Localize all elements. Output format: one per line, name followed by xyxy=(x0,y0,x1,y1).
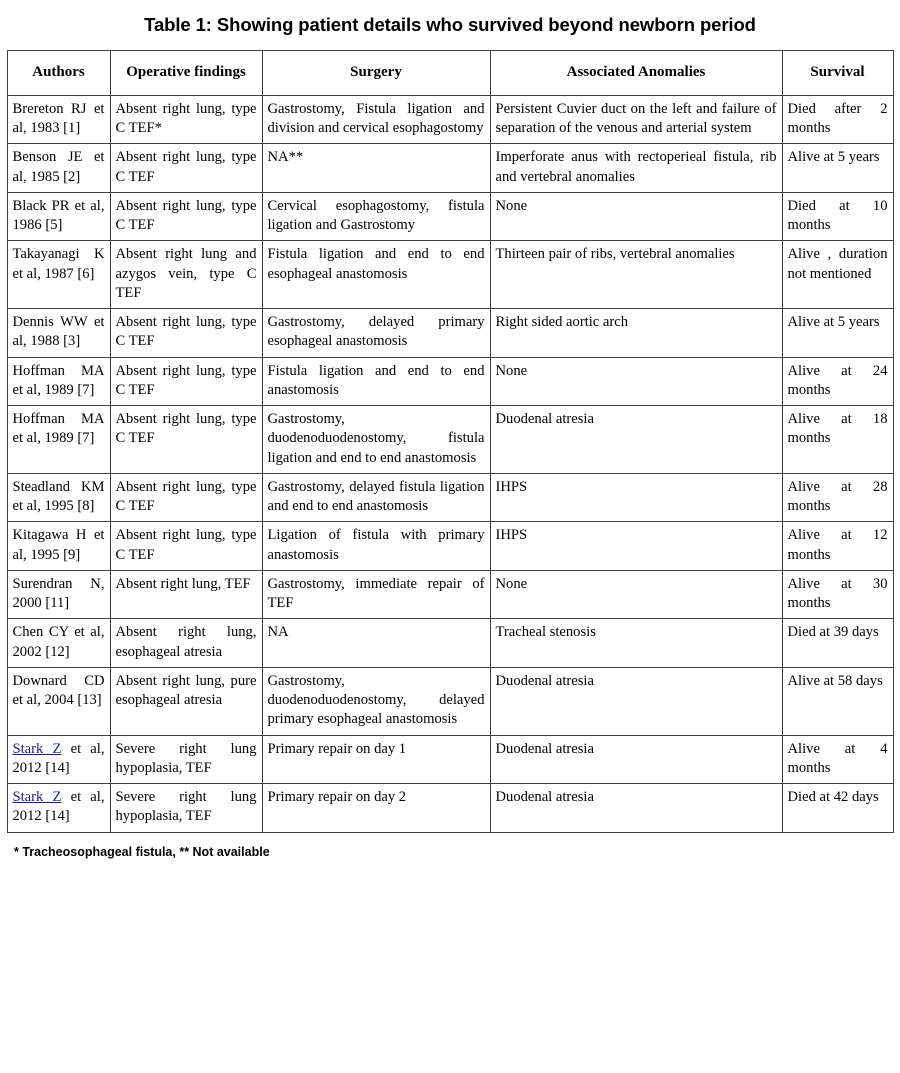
cell-authors: Kitagawa H et al, 1995 [9] xyxy=(7,522,110,571)
column-header-surgery: Surgery xyxy=(262,51,490,96)
cell-survival: Died at 10 months xyxy=(782,192,893,241)
cell-survival: Alive at 5 years xyxy=(782,144,893,193)
cell-survival: Alive at 5 years xyxy=(782,309,893,358)
cell-surgery: Gastrostomy, delayed fistula ligation and end to end anastomosis xyxy=(262,473,490,522)
cell-authors: Black PR et al, 1986 [5] xyxy=(7,192,110,241)
cell-authors: Steadland KM et al, 1995 [8] xyxy=(7,473,110,522)
cell-associated-anomalies: Duodenal atresia xyxy=(490,784,782,833)
cell-authors: Takayanagi K et al, 1987 [6] xyxy=(7,241,110,309)
cell-survival: Alive at 58 days xyxy=(782,667,893,735)
cell-authors: Hoffman MA et al, 1989 [7] xyxy=(7,357,110,406)
table-row xyxy=(7,95,893,144)
cell-surgery: Gastrostomy, immediate repair of TEF xyxy=(262,570,490,619)
cell-authors: Benson JE et al, 1985 [2] xyxy=(7,144,110,193)
cell-associated-anomalies: None xyxy=(490,357,782,406)
cell-operative-findings: Absent right lung, type C TEF xyxy=(110,473,262,522)
cell-associated-anomalies: Thirteen pair of ribs, vertebral anomalies xyxy=(490,241,782,309)
column-header-operative-findings: Operative findings xyxy=(110,51,262,96)
table-row xyxy=(7,784,893,833)
cell-operative-findings: Absent right lung, type C TEF xyxy=(110,144,262,193)
cell-associated-anomalies: Tracheal stenosis xyxy=(490,619,782,668)
table-row xyxy=(7,241,893,309)
column-header-associated-anomalies: Associated Anomalies xyxy=(490,51,782,96)
column-header-survival: Survival xyxy=(782,51,893,96)
cell-authors: Chen CY et al, 2002 [12] xyxy=(7,619,110,668)
cell-surgery: Gastrostomy, Fistula ligation and division and cervical esophagostomy xyxy=(262,95,490,144)
cell-associated-anomalies: Duodenal atresia xyxy=(490,667,782,735)
column-header-authors: Authors xyxy=(7,51,110,96)
cell-authors: Downard CD et al, 2004 [13] xyxy=(7,667,110,735)
cell-survival: Alive at 12 months xyxy=(782,522,893,571)
cell-operative-findings: Absent right lung, TEF xyxy=(110,570,262,619)
cell-authors: Brereton RJ et al, 1983 [1] xyxy=(7,95,110,144)
cell-surgery: NA xyxy=(262,619,490,668)
cell-operative-findings: Absent right lung, type C TEF xyxy=(110,406,262,474)
cell-survival: Alive at 24 months xyxy=(782,357,893,406)
cell-survival: Alive at 28 months xyxy=(782,473,893,522)
cell-survival: Died after 2 months xyxy=(782,95,893,144)
author-text: et al, 2012 [14] xyxy=(12,740,105,776)
cell-surgery: NA** xyxy=(262,144,490,193)
cell-operative-findings: Absent right lung, type C TEF xyxy=(110,192,262,241)
cell-authors: Hoffman MA et al, 1989 [7] xyxy=(7,406,110,474)
cell-authors xyxy=(7,784,110,833)
cell-survival: Alive , duration not mentioned xyxy=(782,241,893,309)
cell-operative-findings: Absent right lung, type C TEF* xyxy=(110,95,262,144)
cell-operative-findings: Absent right lung, esophageal atresia xyxy=(110,619,262,668)
cell-operative-findings: Absent right lung, pure esophageal atresia xyxy=(110,667,262,735)
table-row xyxy=(7,192,893,241)
cell-survival: Alive at 30 months xyxy=(782,570,893,619)
cell-surgery: Gastrostomy, delayed primary esophageal anastomosis xyxy=(262,309,490,358)
cell-associated-anomalies: Imperforate anus with rectoperieal fistula, rib and vertebral anomalies xyxy=(490,144,782,193)
cell-authors xyxy=(7,735,110,784)
cell-associated-anomalies: Duodenal atresia xyxy=(490,406,782,474)
cell-operative-findings: Absent right lung, type C TEF xyxy=(110,309,262,358)
cell-authors: Dennis WW et al, 1988 [3] xyxy=(7,309,110,358)
table-header-row xyxy=(7,51,893,96)
table-row xyxy=(7,473,893,522)
cell-surgery: Gastrostomy, duodenoduodenostomy, delayed primary esophageal anastomosis xyxy=(262,667,490,735)
cell-surgery: Gastrostomy, duodenoduodenostomy, fistula ligation and end to end anastomosis xyxy=(262,406,490,474)
cell-authors: Surendran N, 2000 [11] xyxy=(7,570,110,619)
cell-associated-anomalies: None xyxy=(490,570,782,619)
table-row xyxy=(7,570,893,619)
table-footnote: * Tracheosophageal fistula, ** Not available xyxy=(14,844,270,859)
table-row xyxy=(7,522,893,571)
cell-surgery: Primary repair on day 2 xyxy=(262,784,490,833)
cell-surgery: Ligation of fistula with primary anastomosis xyxy=(262,522,490,571)
table-row xyxy=(7,619,893,668)
cell-surgery: Cervical esophagostomy, fistula ligation and Gastrostomy xyxy=(262,192,490,241)
cell-surgery: Fistula ligation and end to end anastomosis xyxy=(262,357,490,406)
document-page xyxy=(0,14,900,859)
cell-operative-findings: Absent right lung and azygos vein, type C TEF xyxy=(110,241,262,309)
cell-associated-anomalies: Duodenal atresia xyxy=(490,735,782,784)
cell-operative-findings: Severe right lung hypoplasia, TEF xyxy=(110,784,262,833)
cell-operative-findings: Severe right lung hypoplasia, TEF xyxy=(110,735,262,784)
cell-associated-anomalies: Right sided aortic arch xyxy=(490,309,782,358)
author-link[interactable]: Stark Z xyxy=(12,740,62,757)
table-body xyxy=(7,95,893,832)
table-row xyxy=(7,406,893,474)
cell-associated-anomalies: IHPS xyxy=(490,473,782,522)
page-title: Table 1: Showing patient details who survived beyond newborn period xyxy=(144,14,756,35)
cell-associated-anomalies: IHPS xyxy=(490,522,782,571)
table-row xyxy=(7,667,893,735)
table-row xyxy=(7,144,893,193)
cell-associated-anomalies: None xyxy=(490,192,782,241)
table-row xyxy=(7,735,893,784)
cell-operative-findings: Absent right lung, type C TEF xyxy=(110,522,262,571)
cell-survival: Alive at 18 months xyxy=(782,406,893,474)
cell-surgery: Primary repair on day 1 xyxy=(262,735,490,784)
cell-associated-anomalies: Persistent Cuvier duct on the left and failure of separation of the venous and arterial system xyxy=(490,95,782,144)
cell-survival: Died at 39 days xyxy=(782,619,893,668)
patient-details-table xyxy=(7,50,894,833)
author-text: et al, 2012 [14] xyxy=(12,789,105,825)
table-row xyxy=(7,309,893,358)
author-link[interactable]: Stark Z xyxy=(12,789,62,806)
table-row xyxy=(7,357,893,406)
cell-survival: Alive at 4 months xyxy=(782,735,893,784)
cell-surgery: Fistula ligation and end to end esophageal anastomosis xyxy=(262,241,490,309)
cell-operative-findings: Absent right lung, type C TEF xyxy=(110,357,262,406)
cell-survival: Died at 42 days xyxy=(782,784,893,833)
